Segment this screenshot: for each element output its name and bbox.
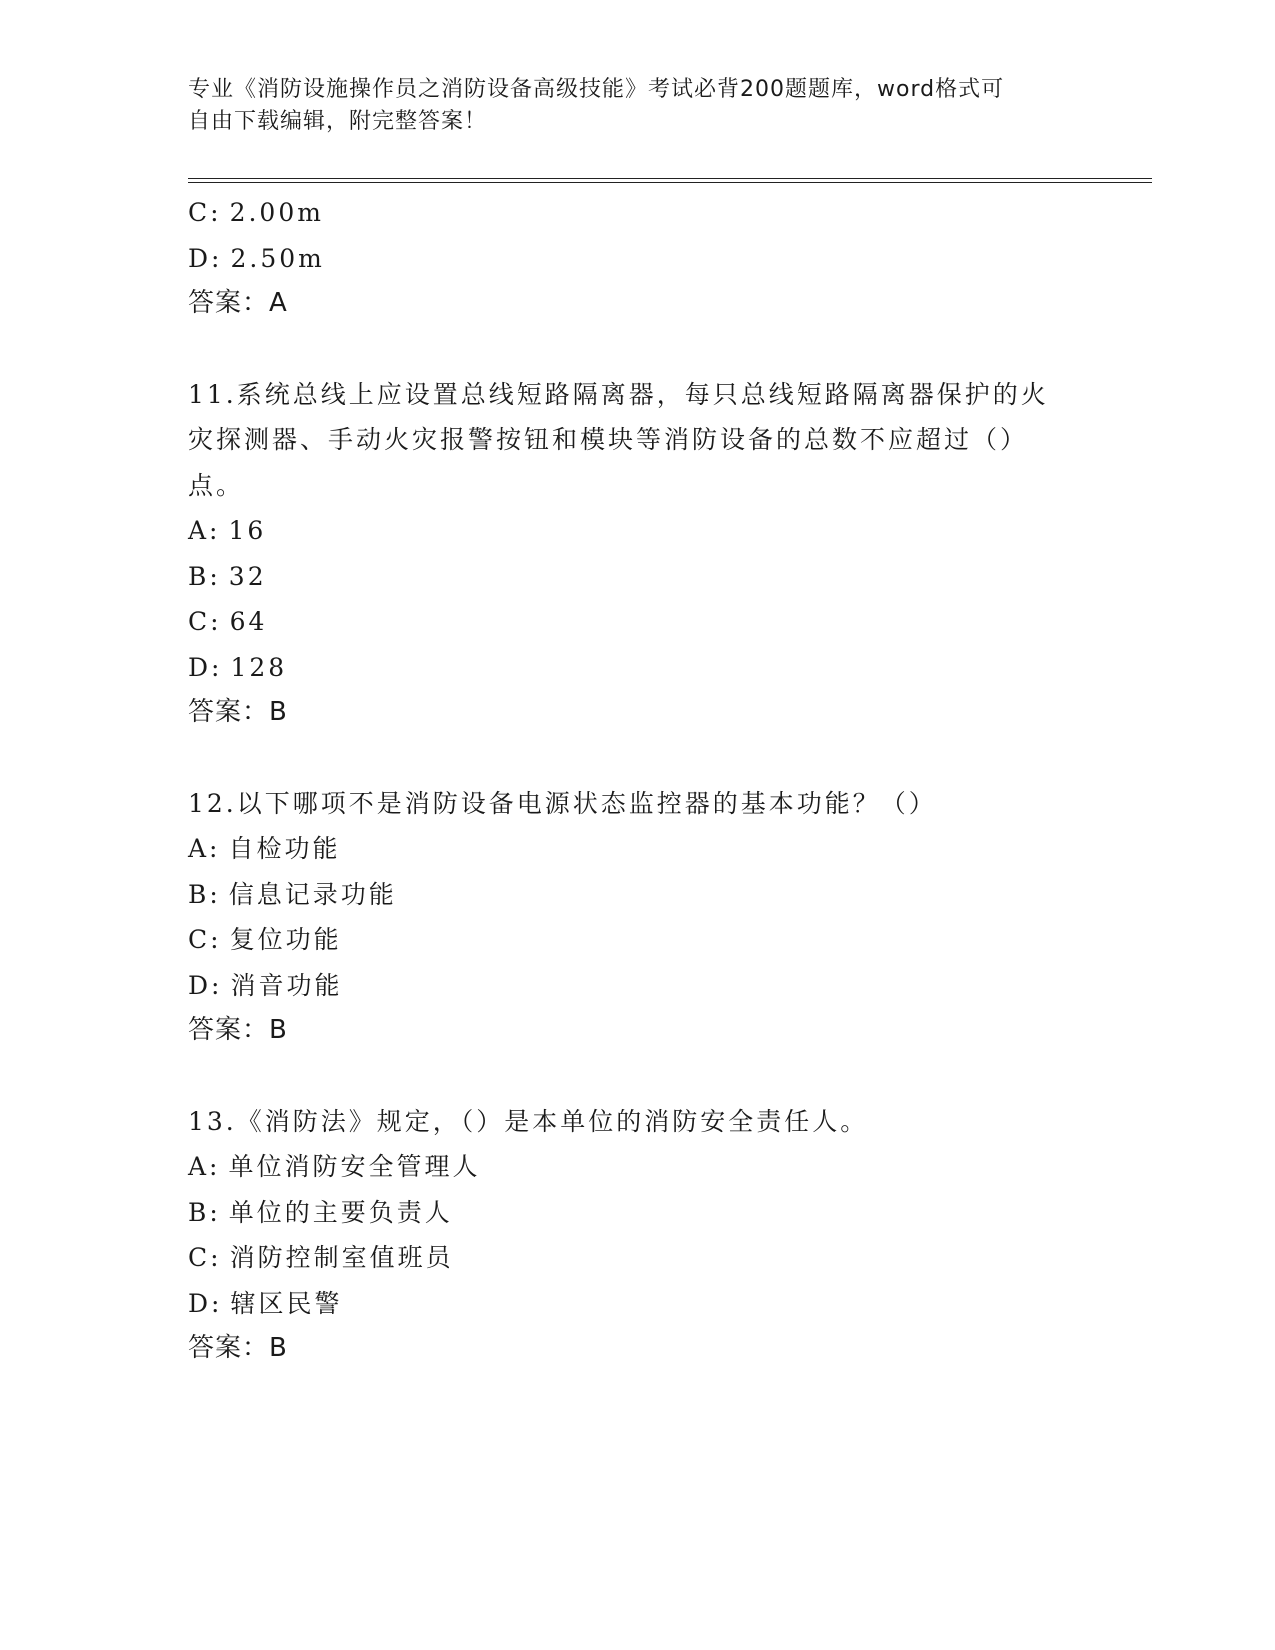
question-list [188, 190, 1088, 1372]
document-header [188, 74, 1068, 138]
spacer [188, 736, 1088, 781]
option-a [188, 508, 1088, 554]
option-c [188, 1235, 1088, 1281]
option-letter: C: [188, 198, 222, 227]
option-text: 消音功能 [230, 970, 343, 1000]
option-c [188, 917, 1088, 963]
header-divider-bottom [188, 182, 1152, 183]
option-text: 单位的主要负责人 [228, 1197, 453, 1227]
option-text: 128 [230, 652, 288, 682]
option-letter: A: [188, 516, 221, 545]
option-c [188, 190, 1088, 236]
option-d [188, 236, 1088, 282]
option-d [188, 1281, 1088, 1327]
option-letter: B: [188, 1197, 221, 1227]
spacer [188, 1054, 1088, 1099]
option-letter: C: [188, 607, 222, 636]
header-line-2: 自由下载编辑，附完整答案！ [188, 109, 488, 134]
option-text: 单位消防安全管理人 [228, 1152, 481, 1181]
question-stem-line: 12.以下哪项不是消防设备电源状态监控器的基本功能？（） [188, 788, 937, 818]
question-block-prev [188, 190, 1088, 327]
option-b [188, 872, 1088, 918]
answer-line: 答案：A [188, 288, 288, 318]
question-stem-line: 11.系统总线上应设置总线短路隔离器，每只总线短路隔离器保护的火 [188, 379, 1049, 409]
option-letter: D: [188, 1288, 223, 1318]
option-letter: A: [188, 1152, 221, 1181]
answer-line: 答案：B [188, 1333, 288, 1363]
option-letter: C: [188, 1243, 222, 1272]
question-block-11 [188, 372, 1088, 736]
option-b [188, 554, 1088, 600]
option-letter: B: [188, 879, 221, 909]
question-block-13 [188, 1099, 1088, 1372]
question-block-12 [188, 781, 1088, 1054]
option-a [188, 1144, 1088, 1190]
option-letter: B: [188, 561, 221, 591]
option-text: 复位功能 [229, 925, 342, 954]
option-text: 2.00m [229, 198, 324, 227]
option-letter: C: [188, 925, 222, 954]
option-letter: D: [188, 652, 223, 682]
option-d [188, 963, 1088, 1009]
option-text: 自检功能 [228, 834, 341, 863]
option-c [188, 599, 1088, 645]
header-divider-top [188, 178, 1152, 179]
option-text: 32 [228, 561, 267, 591]
option-letter: D: [188, 970, 223, 1000]
option-text: 信息记录功能 [228, 879, 397, 909]
answer-line: 答案：B [188, 1015, 288, 1045]
option-d [188, 645, 1088, 691]
answer-line: 答案：B [188, 697, 288, 727]
option-letter: D: [188, 243, 223, 273]
spacer [188, 327, 1088, 372]
option-b [188, 1190, 1088, 1236]
question-stem-line: 灾探测器、手动火灾报警按钮和模块等消防设备的总数不应超过（） [188, 425, 1029, 454]
option-text: 16 [228, 516, 267, 545]
header-line-1: 专业《消防设施操作员之消防设备高级技能》考试必背200题题库，word格式可 [188, 77, 1005, 102]
option-letter: A: [188, 834, 221, 863]
option-a [188, 826, 1088, 872]
question-stem-line: 点。 [188, 470, 245, 500]
option-text: 2.50m [230, 243, 325, 273]
question-stem-line: 13.《消防法》规定，（）是本单位的消防安全责任人。 [188, 1106, 869, 1136]
option-text: 辖区民警 [230, 1288, 343, 1318]
option-text: 64 [229, 607, 268, 636]
option-text: 消防控制室值班员 [229, 1243, 454, 1272]
